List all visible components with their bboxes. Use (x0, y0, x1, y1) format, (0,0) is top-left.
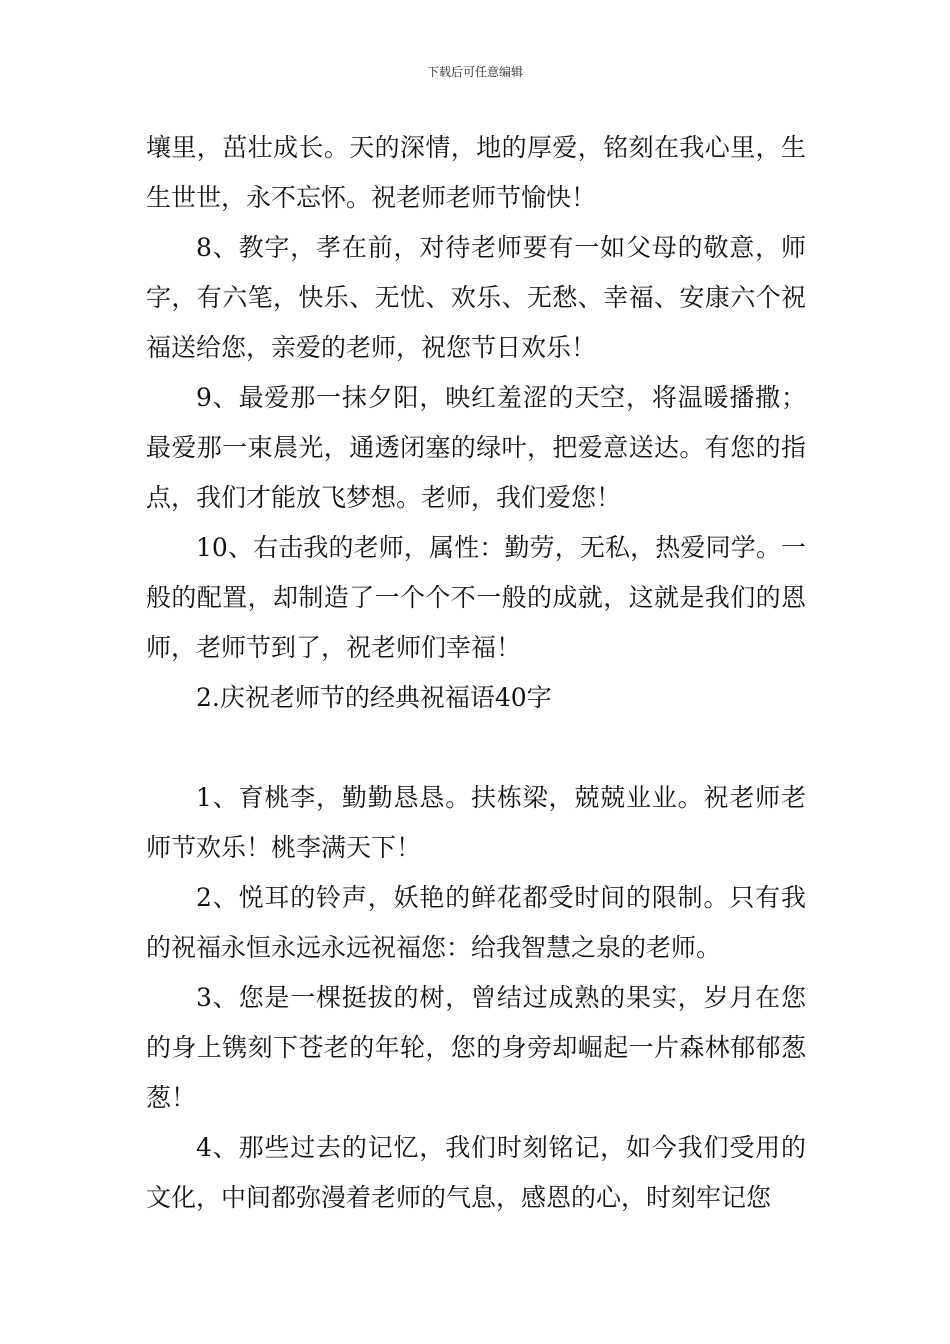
section-heading: 2.庆祝老师节的经典祝福语40字 (196, 683, 552, 712)
page-header-note: 下载后可任意编辑 (426, 65, 523, 79)
paragraph-item-2: 2、悦耳的铃声，妖艳的鲜花都受时间的限制。只有我的祝福永恒永远永远祝福您：给我智慧之泉的老师。 (146, 883, 806, 962)
blank-line (146, 723, 806, 773)
paragraph-item-4: 4、那些过去的记忆，我们时刻铭记，如今我们受用的文化，中间都弥漫着老师的气息，感恩的心，时刻牢记您 (146, 1133, 806, 1212)
paragraph-item-3: 3、您是一棵挺拔的树，曾结过成熟的果实，岁月在您的身上镌刻下苍老的年轮，您的身旁却崛起一片森林郁郁葱葱！ (146, 983, 806, 1112)
paragraph-item-9: 9、最爱那一抹夕阳，映红羞涩的天空，将温暖播撒；最爱那一束晨光，通透闭塞的绿叶，把爱意送达。有您的指点，我们才能放飞梦想。老师，我们爱您！ (146, 383, 806, 512)
document-body (146, 123, 806, 1223)
paragraph-item-10: 10、右击我的老师，属性：勤劳，无私，热爱同学。一般的配置，却制造了一个个不一般的成就，这就是我们的恩师，老师节到了，祝老师们幸福！ (146, 533, 806, 662)
paragraph-item-8: 8、教字，孝在前，对待老师要有一如父母的敬意，师字，有六笔，快乐、无忧、欢乐、无愁、幸福、安康六个祝福送给您，亲爱的老师，祝您节日欢乐！ (146, 233, 806, 362)
paragraph-continuation: 壤里，茁壮成长。天的深情，地的厚爱，铭刻在我心里，生生世世，永不忘怀。祝老师老师节愉快！ (146, 133, 806, 212)
paragraph-item-1: 1、育桃李，勤勤恳恳。扶栋梁，兢兢业业。祝老师老师节欢乐！桃李满天下！ (146, 783, 806, 862)
